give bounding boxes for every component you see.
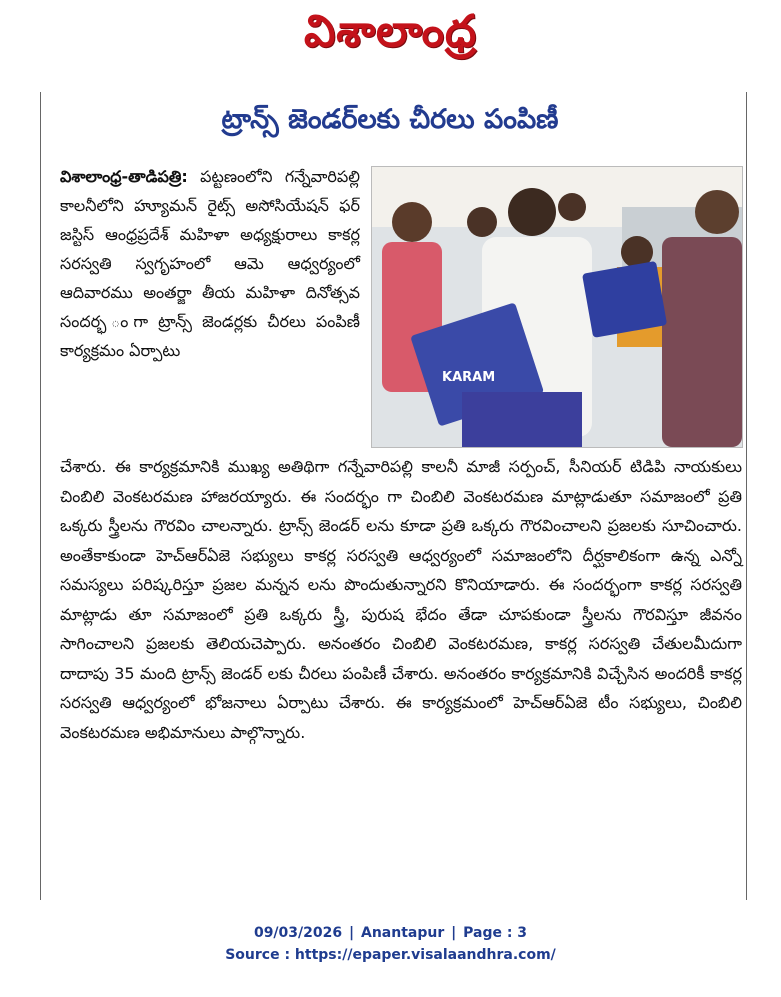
- cropped-previous-line: [40, 80, 740, 88]
- page-footer: [0, 922, 781, 966]
- article-lead-paragraph: [60, 162, 360, 365]
- column-rule-left: [40, 92, 41, 900]
- newspaper-masthead: [0, 0, 781, 72]
- footer-date: 09/03/2026: [253, 925, 343, 941]
- footer-separator: |: [348, 925, 355, 941]
- event-photo-illustration: [372, 167, 742, 447]
- article-headline: ట్రాన్స్ జెండర్‌లకు చీరలు పంపిణీ: [221, 104, 559, 135]
- footer-separator: |: [451, 925, 457, 941]
- footer-source-link[interactable]: Source : https://epaper.visalaandhra.com/: [225, 947, 556, 963]
- article-body: చేశారు. ఈ కార్యక్రమానికి ముఖ్య అతిథిగా గన్నేవారిపల్లి కాలనీ మాజీ సర్పంచ్, సీనియర్ టిడిపి నాయకులు చింబిలి వెంకటరమణ హాజరయ్యారు. ఈ సందర్భం గా చింబిలి వెంకటరమణ మాట్లాడుతూ సమాజంలో ప్రతి ఒక్కరు స్త్రీలను గౌరవిం చాలన్నారు. ట్రాన్స్ జెండర్ లను కూడా ప్రతి ఒక్కరు గౌరవించాలని ప్రజలకు సూచించారు. అంతేకాకుండా హెచ్ఆర్ఏజె సభ్యులు కాకర్ల సరస్వతి ఆధ్వర్యంలో సమాజంలోని దీర్ఘకాలికంగా ఉన్న ఎన్నో సమస్యలు పరిష్కరిస్తూ ప్రజల మన్నన లను పొందుతున్నారని కొనియాడారు. ఈ సందర్భంగా కాకర్ల సరస్వతి మాట్లాడు తూ సమాజంలో ప్రతి ఒక్కరు స్త్రీ, పురుష భేదం తేడా చూపకుండా స్త్రీలను గౌరవిస్తూ జీవనం సాగించాలని ప్రజలకు తెలియచెప్పారు. అనంతరం చింబిలి వెంకటరమణ, కాకర్ల సరస్వతి చేతులమీదుగా దాదాపు 35 మంది ట్రాన్స్ జెండర్ లకు చీరలు పంపిణీ చేశారు. అనంతరం కార్యక్రమానికి విచ్చేసిన అందరికీ కాకర్ల సరస్వతి ఆధ్వర్యంలో భోజనాలు ఏర్పాటు చేశారు. ఈ కార్యక్రమంలో హెచ్ఆర్ఏజె టీం సభ్యులు, చింబిలి వెంకటరమణ అభిమానులు పాల్గొన్నారు.: [60, 457, 742, 742]
- footer-page: Page : 3: [463, 925, 528, 941]
- article-dateline: విశాలాంధ్ర-తాడిపత్రి:: [60, 167, 188, 186]
- article-photo: [371, 166, 743, 448]
- footer-edition: Anantapur: [360, 925, 445, 941]
- footer-edition-line: [0, 922, 781, 944]
- photo-bag-text: KARAM: [442, 370, 496, 385]
- masthead-logo: విశాలాంధ్ర: [303, 6, 478, 57]
- article-lead-text: పట్టణంలోని గన్నేవారిపల్లి కాలనీలోని హ్యూమన్ రైట్స్ అసోసియేషన్ ఫర్ జస్టిస్ ఆంధ్రప్రదేశ్ మహిళా అధ్యక్షురాలు కాకర్ల సరస్వతి స్వగృహంలో ఆమె ఆధ్వర్యంలో ఆదివారము అంతర్జా తీయ మహిళా దినోత్సవ సందర్భ ంగా ట్రాన్స్ జెండర్లకు చీరలు పంపిణీ కార్యక్రమం ఏర్పాటు: [60, 167, 360, 360]
- column-rule-right: [746, 92, 747, 900]
